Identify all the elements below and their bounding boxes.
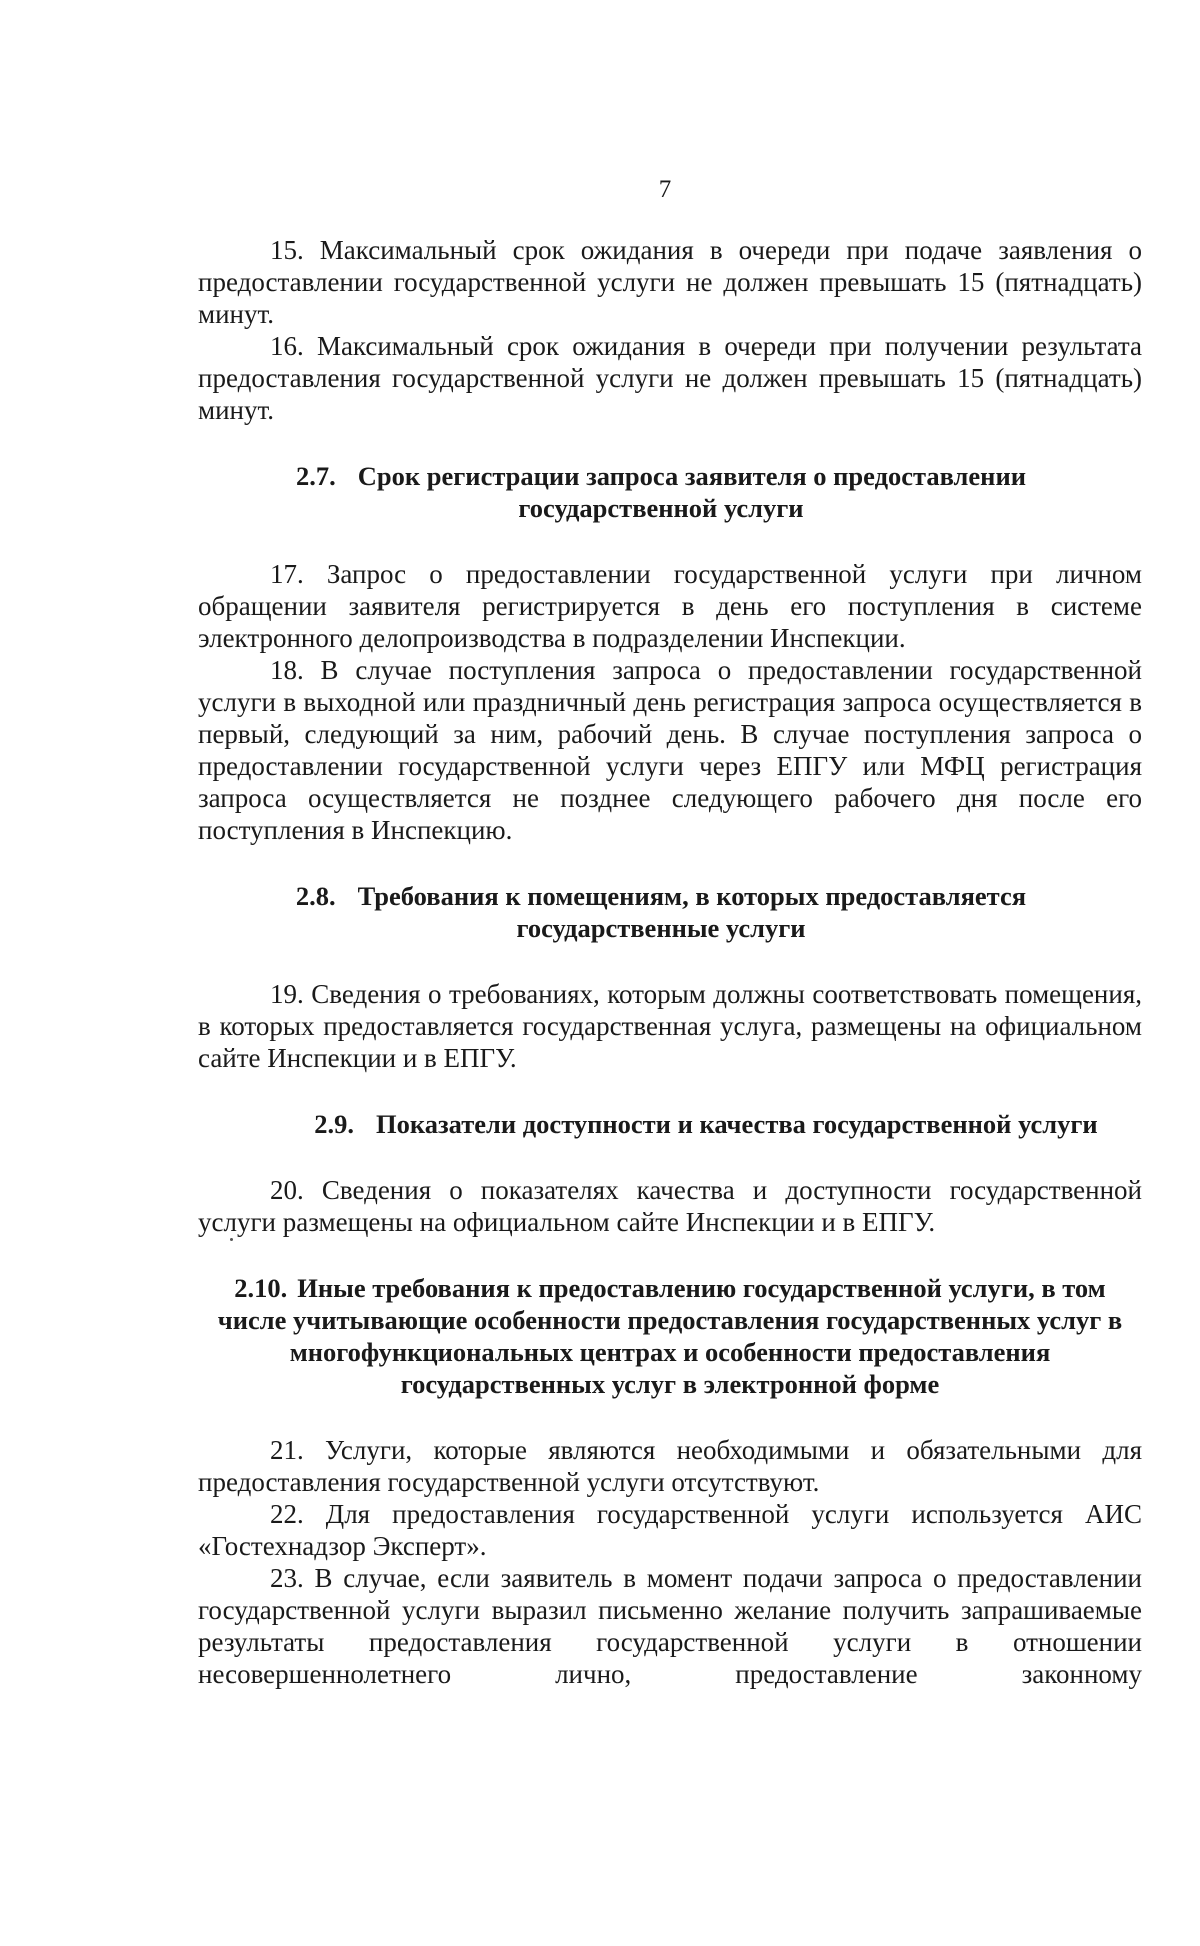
section-title: Требования к помещениям, в которых предоставляется государственные услуги (357, 881, 1027, 943)
paragraph-20: 20. Сведения о показателях качества и доступности государственной услуги размещены на официальном сайте Инспекции и в ЕПГУ. (198, 1175, 1142, 1237)
section-number: 2.9. (314, 1109, 355, 1139)
section-number: 2.8. (295, 881, 336, 911)
section-title: Срок регистрации запроса заявителя о предоставлении государственной услуги (357, 461, 1026, 523)
section-heading-2-8 (198, 880, 1142, 944)
scan-speck (230, 1238, 233, 1241)
paragraph-16: 16. Максимальный срок ожидания в очереди при получении результата предоставления государственной услуги не должен превышать 15 (пятнадцать) минут. (198, 331, 1142, 425)
paragraph-19: 19. Сведения о требованиях, которым должны соответствовать помещения, в которых предоставляется государственная услуга, размещены на официальном сайте Инспекции и в ЕПГУ. (198, 979, 1142, 1073)
section-heading-2-7 (198, 460, 1142, 524)
section-number: 2.10. (234, 1273, 288, 1303)
section-number: 2.7. (296, 461, 336, 491)
paragraph-15: 15. Максимальный срок ожидания в очереди при подаче заявления о предоставлении государственной услуги не должен превышать 15 (пятнадцать) минут. (198, 235, 1142, 329)
paragraph-17: 17. Запрос о предоставлении государственной услуги при личном обращении заявителя регистрируется в день его поступления в системе электронного делопроизводства в подразделении Инспекции. (198, 559, 1142, 653)
section-title: Показатели доступности и качества государственной услуги (376, 1109, 1098, 1139)
section-heading-2-9 (198, 1108, 1142, 1140)
page-number: 7 (658, 176, 672, 203)
section-title: Иные требования к предоставлению государственной услуги, в том числе учитывающие особенности предоставления государственных услуг в многофункциональных центрах и особенности предоставления государственных услуг в электронной форме (217, 1273, 1123, 1399)
paragraph-22: 22. Для предоставления государственной услуги используется АИС «Гостехнадзор Эксперт». (198, 1499, 1142, 1561)
document-body (198, 234, 1142, 1690)
paragraph-23: 23. В случае, если заявитель в момент подачи запроса о предоставлении государственной услуги выразил письменно желание получить запрашиваемые результаты предоставления государственной услуги в отношении несовершеннолетнего лично, предоставление законному (198, 1563, 1142, 1689)
paragraph-18: 18. В случае поступления запроса о предоставлении государственной услуги в выходной или праздничный день регистрация запроса осуществляется в первый, следующий за ним, рабочий день. В случае поступления запроса о предоставлении государственной услуги через ЕПГУ или МФЦ регистрация запроса осуществляется не позднее следующего рабочего дня после его поступления в Инспекцию. (198, 655, 1142, 845)
paragraph-21: 21. Услуги, которые являются необходимыми и обязательными для предоставления государственной услуги отсутствуют. (198, 1435, 1142, 1497)
section-heading-2-10 (198, 1272, 1142, 1400)
